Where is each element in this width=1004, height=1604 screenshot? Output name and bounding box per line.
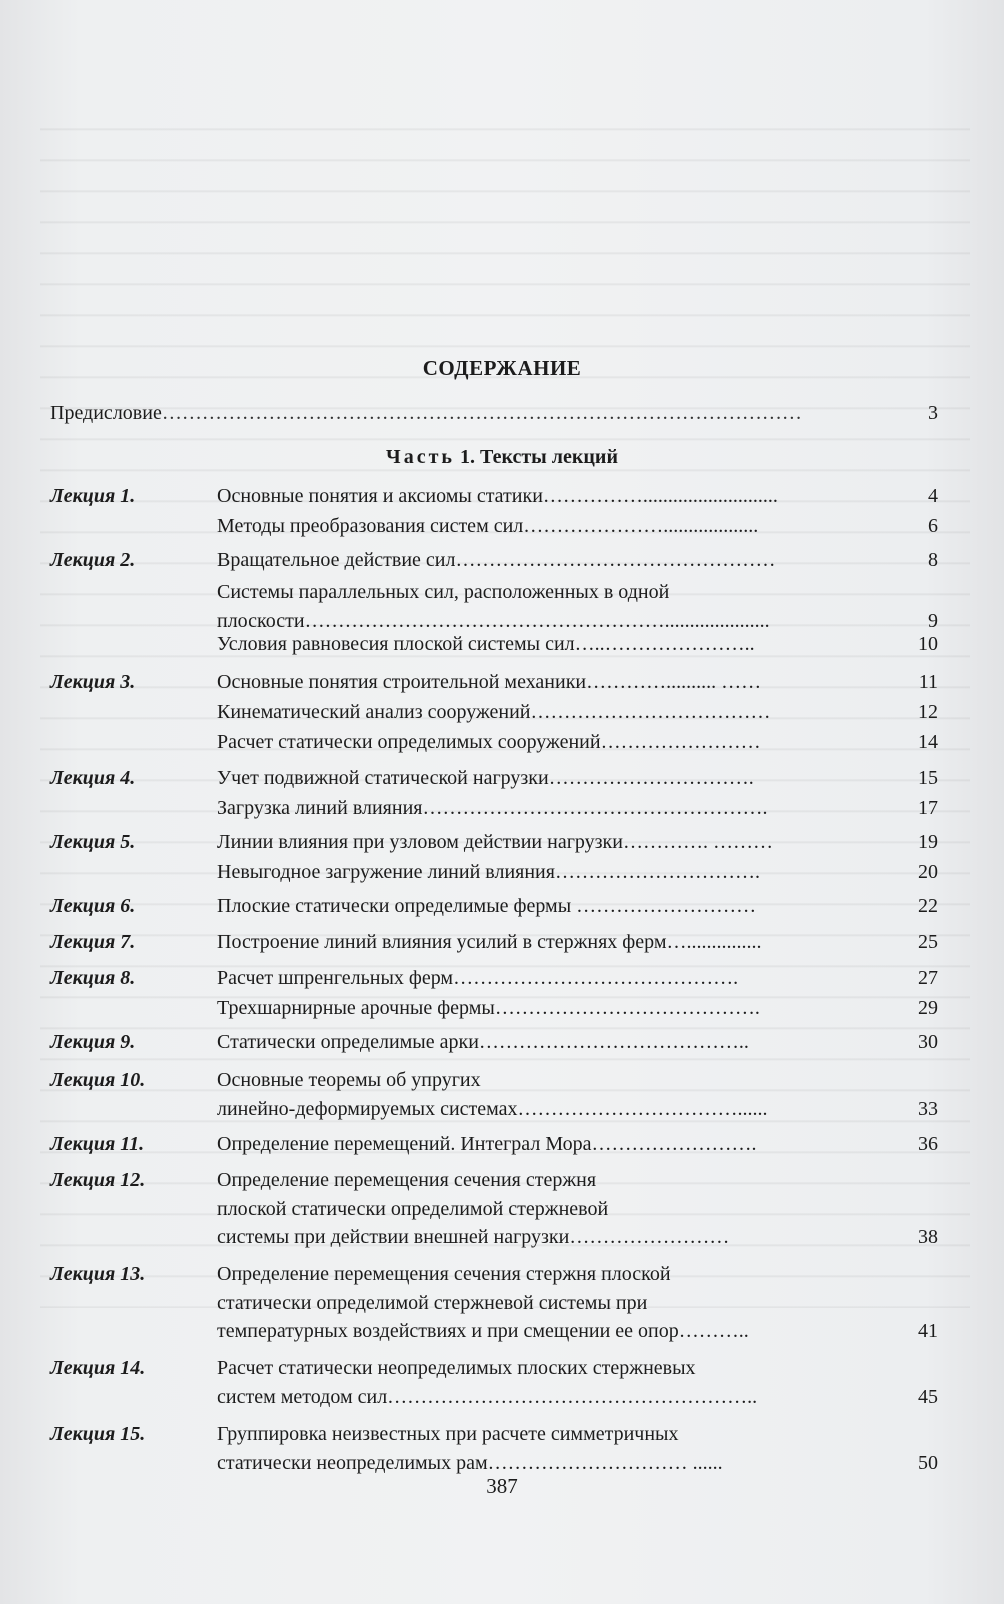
- lecture-label: Лекция 14.: [50, 1357, 146, 1379]
- entry-title-line: Расчет статически определимых сооружений……………………: [217, 731, 761, 753]
- entry-page: 4: [928, 485, 938, 507]
- lecture-label: Лекция 11.: [50, 1133, 145, 1155]
- lecture-label: Лекция 2.: [50, 549, 136, 571]
- entry-title: [217, 1066, 857, 1123]
- entry-page: 29: [918, 997, 938, 1019]
- entry-page: 9: [928, 609, 938, 632]
- entry-title-line: Кинематический анализ сооружений………………………………: [217, 701, 771, 723]
- entry-title: [217, 964, 857, 993]
- entry-title-line: Основные понятия строительной механики………….......... ……: [217, 671, 762, 693]
- entry-page: 10: [918, 633, 938, 655]
- entry-page: 41: [918, 1320, 938, 1342]
- entry-title-line: Определение перемещения сечения стержня: [217, 1169, 597, 1191]
- entry-page: 14: [918, 731, 938, 753]
- entry-page: 30: [918, 1031, 938, 1053]
- entry-page: 8: [928, 549, 938, 571]
- entry-title: [217, 928, 857, 957]
- entry-title: [217, 698, 857, 727]
- entry-title-line: статически неопределимых рам………………………… ......: [217, 1451, 723, 1474]
- lecture-label: Лекция 7.: [50, 931, 136, 953]
- entry-title-line: плоскости……………………………………………….....................: [217, 609, 770, 632]
- lecture-label: Лекция 6.: [50, 895, 136, 917]
- entry-title: [217, 512, 857, 541]
- part-heading: [0, 446, 1004, 469]
- entry-title: [217, 546, 857, 575]
- entry-title-line: Линии влияния при узловом действии нагрузки…………. ………: [217, 831, 773, 853]
- entry-title: [217, 828, 857, 857]
- entry-title: [217, 578, 857, 635]
- entry-page: 38: [918, 1226, 938, 1248]
- entry-title-line: Загрузка линий влияния…………………………………………….: [217, 797, 768, 819]
- entry-title: [217, 728, 857, 757]
- entry-page: 33: [918, 1097, 938, 1120]
- entry-title-line: Учет подвижной статической нагрузки………………………….: [217, 767, 754, 789]
- entry-title-line: Основные понятия и аксиомы статики……………...........................: [217, 485, 778, 507]
- lecture-label: Лекция 4.: [50, 767, 136, 789]
- entry-title: [217, 764, 857, 793]
- entry-title-line: Статически определимые арки…………………………………..: [217, 1031, 749, 1053]
- lecture-label: Лекция 12.: [50, 1169, 146, 1191]
- entry-page: 22: [918, 895, 938, 917]
- entry-page: 20: [918, 861, 938, 883]
- part-title: 1. Тексты лекций: [459, 446, 618, 468]
- entry-title-line: Системы параллельных сил, расположенных в одной: [217, 581, 670, 603]
- lecture-label: Лекция 8.: [50, 967, 136, 989]
- entry-page: 19: [918, 831, 938, 853]
- entry-page: 45: [918, 1385, 938, 1408]
- preface-page: 3: [928, 402, 938, 424]
- preface-label: Предисловие: [50, 402, 162, 424]
- entry-title-line: температурных воздействиях и при смещении ее опор………..: [217, 1320, 749, 1342]
- entry-page: 6: [928, 515, 938, 537]
- entry-title: [217, 630, 857, 659]
- lecture-label: Лекция 10.: [50, 1069, 146, 1091]
- entry-title-line: линейно-деформируемых системах……………………………......: [217, 1097, 768, 1120]
- entry-page: 50: [918, 1451, 938, 1474]
- entry-title-line: Методы преобразования систем сил…………………...................: [217, 515, 759, 537]
- entry-title: [217, 794, 857, 823]
- entry-page: 17: [918, 797, 938, 819]
- entry-title-line: статически определимой стержневой системы при: [217, 1291, 648, 1314]
- lecture-label: Лекция 1.: [50, 485, 136, 507]
- entry-title-line: Группировка неизвестных при расчете симметричных: [217, 1423, 679, 1445]
- entry-title-line: Расчет статически неопределимых плоских стержневых: [217, 1357, 696, 1379]
- entry-title-line: системы при действии внешней нагрузки……………………: [217, 1226, 730, 1248]
- preface-dots: ……………………………………………………………………………………: [161, 402, 802, 424]
- entry-title: [217, 1130, 857, 1159]
- entry-title: [217, 858, 857, 887]
- entry-title-line: Определение перемещений. Интеграл Мора…………………….: [217, 1133, 757, 1155]
- entry-title-line: Трехшарнирные арочные фермы………………………………….: [217, 997, 760, 1019]
- entry-title: [217, 892, 857, 921]
- lecture-label: Лекция 15.: [50, 1423, 146, 1445]
- entry-title: [217, 482, 857, 511]
- lecture-label: Лекция 9.: [50, 1031, 136, 1053]
- entry-title-line: Вращательное действие сил…………………………………………: [217, 549, 776, 571]
- entry-page: 27: [918, 967, 938, 989]
- entry-page: 15: [918, 767, 938, 789]
- entry-title-line: Условия равновесия плоской системы сил…..…………………..: [217, 633, 755, 655]
- entry-title: [217, 1354, 857, 1411]
- entry-page: 36: [918, 1133, 938, 1155]
- entry-title: [217, 1166, 857, 1252]
- entry-title: [217, 1260, 857, 1346]
- page-number: 387: [486, 1474, 518, 1498]
- entry-title-line: систем методом сил………………………………………………..: [217, 1385, 758, 1408]
- lecture-label: Лекция 5.: [50, 831, 136, 853]
- part-prefix: Часть: [386, 446, 455, 468]
- entry-title-line: Расчет шпренгельных ферм…………………………………….: [217, 967, 739, 989]
- entry-title: [217, 1028, 857, 1057]
- contents-heading: СОДЕРЖАНИЕ: [422, 356, 582, 380]
- entry-title: [217, 1420, 857, 1477]
- entry-page: 25: [918, 931, 938, 953]
- lecture-label: Лекция 3.: [50, 671, 136, 693]
- entry-page: 12: [918, 701, 938, 723]
- entry-title-line: Определение перемещения сечения стержня плоской: [217, 1263, 671, 1285]
- entry-title-line: Плоские статически определимые фермы ………………………: [217, 895, 757, 917]
- entry-title-line: Построение линий влияния усилий в стержнях ферм…...............: [217, 931, 762, 953]
- entry-page: 11: [918, 671, 938, 693]
- entry-title-line: плоской статически определимой стержневой: [217, 1197, 609, 1220]
- entry-title: [217, 668, 857, 697]
- entry-title-line: Невыгодное загружение линий влияния………………………….: [217, 861, 760, 883]
- entry-title: [217, 994, 857, 1023]
- preface-row: [50, 398, 938, 428]
- lecture-label: Лекция 13.: [50, 1263, 146, 1285]
- entry-title-line: Основные теоремы об упругих: [217, 1069, 481, 1091]
